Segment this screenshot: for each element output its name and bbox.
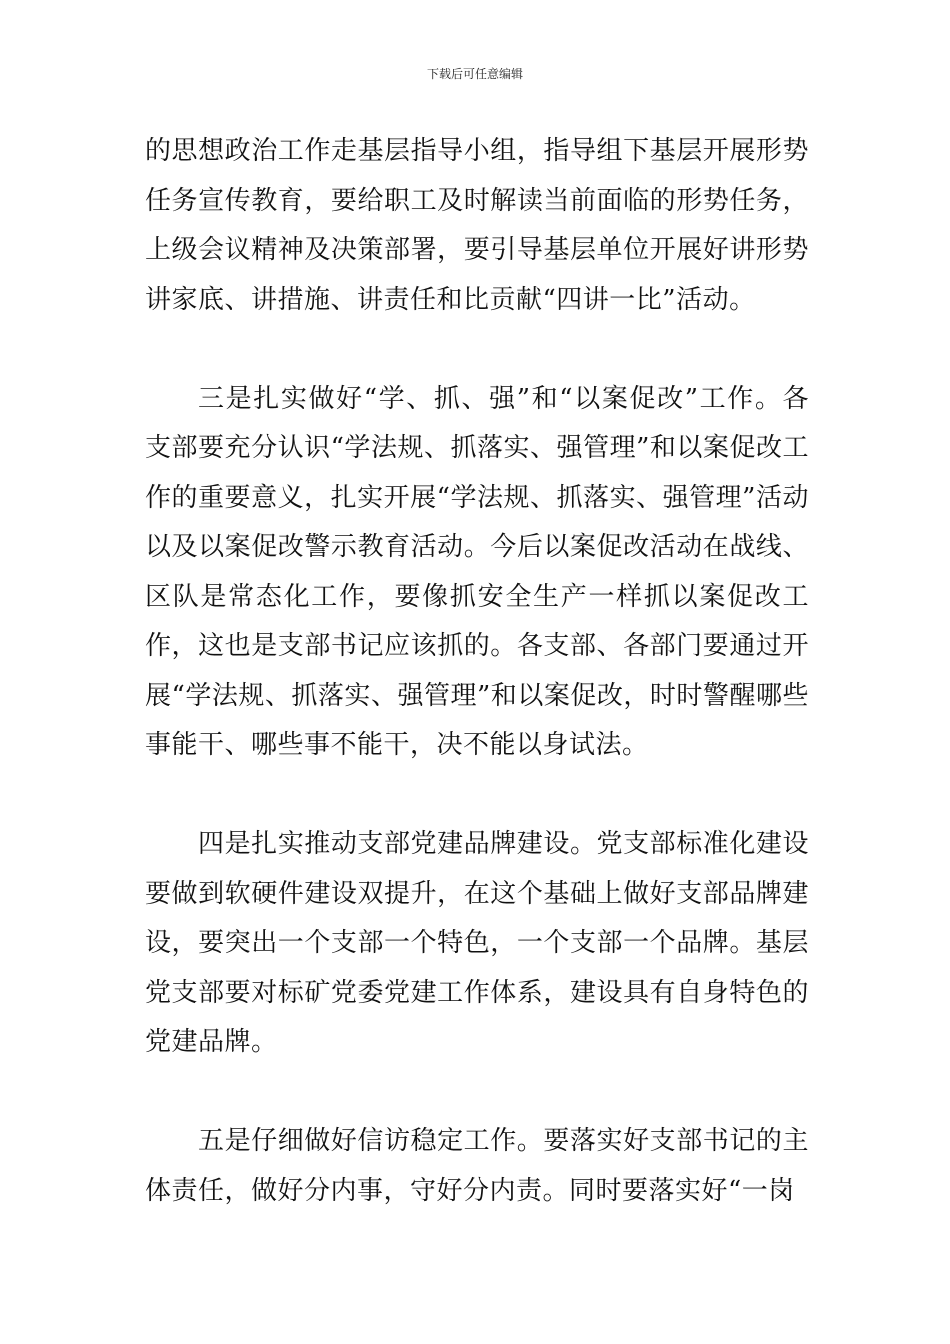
paragraph-gap xyxy=(145,1068,809,1118)
paragraph-gap xyxy=(145,771,809,821)
paragraph-2: 三是扎实做好“学、抓、强”和“以案促改”工作。各支部要充分认识“学法规、抓落实、强管理”和以案促改工作的重要意义，扎实开展“学法规、抓落实、强管理”活动以及以案促改警示教育活动。今后以案促改活动在战线、区队是常态化工作，要像抓安全生产一样抓以案促改工作，这也是支部书记应该抓的。各支部、各部门要通过开展“学法规、抓落实、强管理”和以案促改，时时警醒哪些事能干、哪些事不能干，决不能以身试法。 xyxy=(145,383,809,760)
paragraph-gap xyxy=(145,325,809,375)
paragraph-4: 五是仔细做好信访稳定工作。要落实好支部书记的主体责任，做好分内事，守好分内责。同时要落实好“一岗 xyxy=(145,1126,809,1206)
paragraph-3: 四是扎实推动支部党建品牌建设。党支部标准化建设要做到软硬件建设双提升，在这个基础上做好支部品牌建设，要突出一个支部一个特色，一个支部一个品牌。基层党支部要对标矿党委党建工作体系，建设具有自身特色的党建品牌。 xyxy=(145,829,809,1057)
document-body xyxy=(145,127,809,1216)
page-header-note: 下载后可任意编辑 xyxy=(426,67,523,81)
paragraph-1: 的思想政治工作走基层指导小组，指导组下基层开展形势任务宣传教育，要给职工及时解读当前面临的形势任务，上级会议精神及决策部署，要引导基层单位开展好讲形势讲家底、讲措施、讲责任和比贡献“四讲一比”活动。 xyxy=(145,136,809,315)
